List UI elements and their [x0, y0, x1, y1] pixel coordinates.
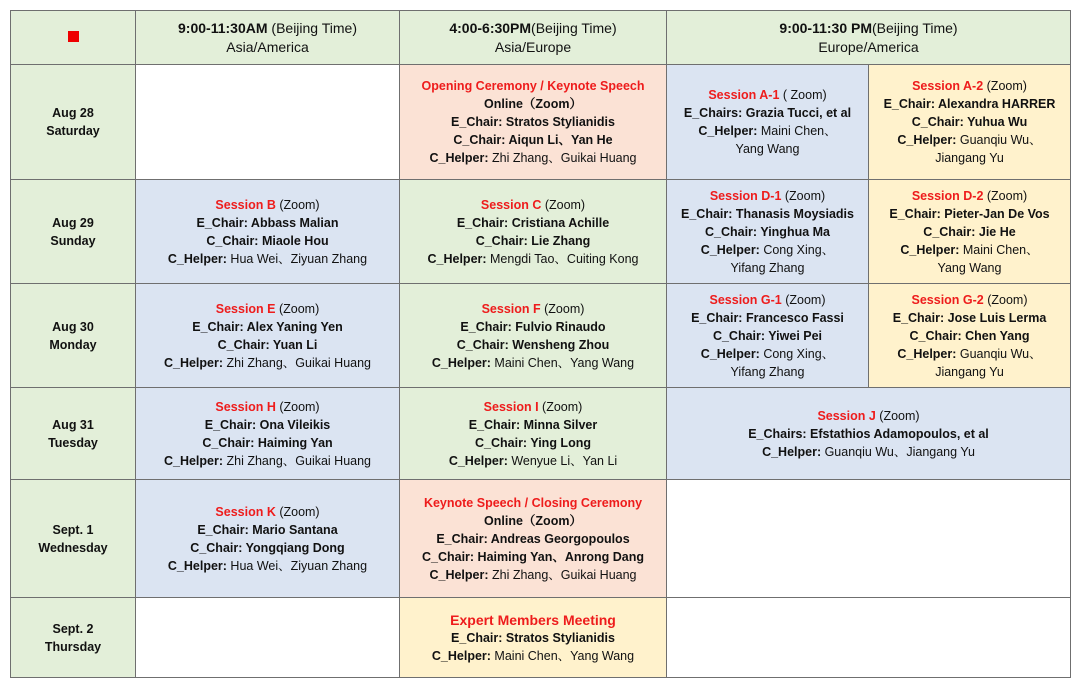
cell-text: C_Helper: [429, 567, 489, 582]
text-line [402, 250, 664, 268]
cell-text: Alexandra HARRER [935, 97, 1056, 111]
cell-text: Wensheng Zhou [508, 337, 610, 352]
cell-text: Aug 29 [52, 215, 94, 230]
header-time: 9:00-11:30 PM [779, 19, 873, 36]
text-line [871, 223, 1068, 241]
cell-text: Yifang Zhang [730, 260, 805, 275]
cell-text: C_Helper: [427, 251, 487, 266]
cell-text: C_Chair: [712, 328, 766, 343]
text-line [138, 19, 397, 38]
cell-text: Cong Xing、 [759, 346, 835, 361]
text-line [138, 503, 397, 521]
day-row-sept2 [11, 598, 1071, 678]
session-f [400, 284, 667, 388]
session-title: Session B [215, 197, 276, 212]
text-line [669, 309, 866, 327]
cell-text: Aug 28 [52, 106, 94, 120]
text-line [402, 548, 664, 566]
text-line [402, 530, 664, 548]
cell-text: Maini Chen、 [959, 242, 1039, 257]
text-line [669, 104, 866, 122]
text-line [138, 196, 397, 214]
day-row-sept1 [11, 480, 1071, 598]
cell-text: Guanqiu Wu、Jiangang Yu [821, 444, 975, 459]
session-b [136, 180, 400, 284]
header-tz: (Beijing Time) [531, 19, 617, 36]
text-line [669, 407, 1068, 425]
cell-text: (Zoom) [781, 292, 826, 307]
online-label: Online（Zoom） [484, 97, 582, 111]
session-c [400, 180, 667, 284]
schedule-table [10, 10, 1071, 678]
cell-text: E_Chair: [681, 206, 733, 221]
header-region: Asia/Europe [494, 38, 572, 55]
cell-text: C_Helper: [897, 133, 957, 147]
session-title: Session I [483, 399, 539, 414]
text-line [138, 398, 397, 416]
cell-text: E_Chair: [197, 522, 249, 537]
cell-text: C_Helper: [897, 346, 957, 361]
cell-text: C_Helper: [762, 444, 822, 459]
text-line [669, 187, 866, 205]
text-line [138, 557, 397, 575]
text-line [402, 398, 664, 416]
text-line [402, 131, 664, 149]
text-line [402, 452, 664, 470]
header-tz: (Beijing Time) [872, 19, 958, 36]
day-row-aug28 [11, 65, 1071, 180]
text-line [402, 647, 664, 665]
cell-text: C_Chair: [475, 435, 528, 450]
session-k [136, 480, 400, 598]
text-line [138, 250, 397, 268]
cell-text: Thursday [44, 639, 102, 654]
text-line [402, 300, 664, 318]
text-line [402, 318, 664, 336]
cell-text: C_Chair: [909, 328, 962, 343]
cell-text: E_Chair: [892, 310, 945, 325]
empty-cell [667, 480, 1071, 598]
cell-text: C_Helper: [431, 648, 491, 663]
cell-text: Haiming Yan、Anrong Dang [474, 549, 645, 564]
text-line [871, 113, 1068, 131]
text-line [138, 521, 397, 539]
cell-text: E_Chair: [468, 417, 521, 432]
day-row-aug31 [11, 388, 1071, 480]
cell-text: Miaole Hou [258, 233, 329, 248]
empty-cell [136, 65, 400, 180]
cell-text: (Zoom) [875, 408, 920, 423]
text-line [669, 223, 866, 241]
cell-text: Wenyue Li、Yan Li [507, 453, 618, 468]
cell-text: C_Helper: [163, 355, 224, 370]
text-line [402, 149, 664, 167]
cell-text: Zhi Zhang、Guikai Huang [223, 453, 372, 468]
text-line [669, 327, 866, 345]
header-time: 9:00-11:30AM [178, 19, 268, 36]
day-cell [11, 65, 136, 180]
cell-text: Yang Wang [735, 142, 800, 156]
session-opening [400, 65, 667, 180]
text-line [669, 19, 1068, 38]
text-line [871, 77, 1068, 95]
cell-text: Cristiana Achille [508, 215, 610, 230]
cell-text: Yuhua Wu [963, 115, 1028, 129]
header-tz: (Beijing Time) [267, 19, 357, 36]
session-g1 [667, 284, 869, 388]
red-square-icon [68, 31, 79, 42]
cell-text: Chen Yang [961, 328, 1030, 343]
session-title: Opening Ceremony / Keynote Speech [421, 79, 645, 93]
cell-text: Sunday [50, 233, 96, 248]
cell-text: E_Chair: [889, 206, 941, 221]
cell-text: Mario Santana [248, 522, 338, 537]
text-line [138, 452, 397, 470]
cell-text: ( Zoom) [779, 88, 827, 102]
cell-text: Guanqiu Wu、 [956, 346, 1042, 361]
empty-cell [667, 598, 1071, 678]
cell-text: Thanasis Moysiadis [732, 206, 854, 221]
cell-text: Jose Luis Lerma [944, 310, 1047, 325]
cell-text: Hua Wei、Ziyuan Zhang [226, 251, 368, 266]
session-j [667, 388, 1071, 480]
text-line [402, 19, 664, 38]
text-line [138, 300, 397, 318]
text-line [871, 291, 1068, 309]
cell-text: Guanqiu Wu、 [956, 133, 1042, 147]
cell-text: E_Chair: [192, 319, 244, 334]
session-e [136, 284, 400, 388]
text-line [138, 416, 397, 434]
cell-text: Yiwei Pei [765, 328, 823, 343]
text-line [138, 434, 397, 452]
session-title: Keynote Speech / Closing Ceremony [423, 495, 643, 510]
session-title: Session D-1 [709, 188, 782, 203]
session-title: Session G-2 [911, 292, 984, 307]
cell-text: C_Chair: [911, 115, 964, 129]
header-row [11, 11, 1071, 65]
corner-cell [11, 11, 136, 65]
cell-text: Yuan Li [269, 337, 318, 352]
text-line [402, 629, 664, 647]
session-a1 [667, 65, 869, 180]
cell-text: Mengdi Tao、Cuiting Kong [486, 251, 639, 266]
cell-text: Zhi Zhang、Guikai Huang [488, 151, 637, 165]
cell-text: (Zoom) [275, 197, 320, 212]
text-line [402, 434, 664, 452]
cell-text: Saturday [46, 124, 100, 138]
cell-text: E_Chair: [436, 531, 488, 546]
text-line [402, 113, 664, 131]
text-line [138, 336, 397, 354]
cell-text: Grazia Tucci, et al [742, 106, 852, 120]
text-line [871, 327, 1068, 345]
cell-text: C_Helper: [700, 242, 760, 257]
cell-text: Sept. 1 [52, 522, 94, 537]
session-title: Session F [481, 301, 541, 316]
session-title: Session H [215, 399, 276, 414]
text-line [402, 354, 664, 372]
cell-text: Andreas Georgopoulos [487, 531, 630, 546]
cell-text: Jiangang Yu [935, 151, 1004, 165]
cell-text: E_Chair: [451, 630, 503, 645]
cell-text: C_Helper: [900, 242, 960, 257]
cell-text: Aug 30 [52, 319, 94, 334]
cell-text: Aiqun Li、Yan He [505, 133, 613, 147]
cell-text: Wednesday [38, 540, 108, 555]
cell-text: (Zoom) [275, 399, 320, 414]
session-a2 [869, 65, 1071, 180]
header-region: Asia/America [226, 38, 309, 55]
text-line [402, 566, 664, 584]
text-line [871, 205, 1068, 223]
cell-text: E_Chair: [451, 115, 503, 129]
cell-text: Hua Wei、Ziyuan Zhang [226, 558, 368, 573]
cell-text: Abbass Malian [247, 215, 339, 230]
cell-text: Jie He [975, 224, 1016, 239]
session-title: Session C [480, 197, 542, 212]
text-line [138, 354, 397, 372]
cell-text: E_Chair: [691, 310, 743, 325]
text-line [138, 232, 397, 250]
cell-text: E_Chair: [883, 97, 935, 111]
cell-text: (Zoom) [540, 301, 585, 316]
text-line [669, 241, 866, 259]
session-g2 [869, 284, 1071, 388]
cell-text: C_Chair: [704, 224, 758, 239]
cell-text: E_Chairs: [748, 426, 807, 441]
cell-text: (Zoom) [983, 292, 1028, 307]
text-line [669, 122, 866, 140]
cell-text: Efstathios Adamopoulos, et al [806, 426, 989, 441]
header-asia-america [136, 11, 400, 65]
cell-text: E_Chairs: [683, 106, 743, 120]
cell-text: C_Chair: [923, 224, 976, 239]
text-line [402, 232, 664, 250]
cell-text: Yang Wang [937, 260, 1002, 275]
session-title: Session A-1 [708, 88, 780, 102]
header-region: Europe/America [818, 38, 919, 55]
session-title: Session D-2 [911, 188, 984, 203]
text-line [871, 241, 1068, 259]
text-line [402, 214, 664, 232]
session-title: Session J [817, 408, 876, 423]
text-line [669, 205, 866, 223]
online-label: Online（Zoom） [484, 513, 582, 528]
day-cell [11, 598, 136, 678]
cell-text: Monday [49, 337, 97, 352]
cell-text: C_Chair: [453, 133, 506, 147]
session-closing [400, 480, 667, 598]
cell-text: C_Helper: [431, 355, 491, 370]
cell-text: Yongqiang Dong [242, 540, 345, 555]
cell-text: Aug 31 [52, 417, 94, 432]
empty-cell [136, 598, 400, 678]
header-europe-america [667, 11, 1071, 65]
text-line [669, 86, 866, 104]
cell-text: C_Helper: [700, 346, 760, 361]
cell-text: Cong Xing、 [759, 242, 835, 257]
session-d2 [869, 180, 1071, 284]
session-h [136, 388, 400, 480]
cell-text: Haiming Yan [254, 435, 333, 450]
day-row-aug30 [11, 284, 1071, 388]
text-line [402, 336, 664, 354]
cell-text: (Zoom) [781, 188, 826, 203]
header-asia-europe [400, 11, 667, 65]
text-line [402, 196, 664, 214]
cell-text: Yifang Zhang [730, 364, 805, 379]
cell-text: Jiangang Yu [935, 364, 1004, 379]
text-line [871, 131, 1068, 149]
cell-text: Ying Long [527, 435, 591, 450]
text-line [669, 443, 1068, 461]
cell-text: (Zoom) [275, 504, 320, 519]
text-line [871, 309, 1068, 327]
cell-text: C_Chair: [217, 337, 270, 352]
cell-text: E_Chair: [196, 215, 248, 230]
session-d1 [667, 180, 869, 284]
day-cell [11, 480, 136, 598]
cell-text: C_Helper: [448, 453, 508, 468]
cell-text: Lie Zhang [527, 233, 591, 248]
cell-text: E_Chair: [460, 319, 512, 334]
cell-text: C_Chair: [456, 337, 509, 352]
cell-text: (Zoom) [983, 79, 1027, 93]
cell-text: Maini Chen、Yang Wang [490, 648, 635, 663]
cell-text: Sept. 2 [52, 621, 94, 636]
cell-text: Yinghua Ma [757, 224, 831, 239]
text-line [669, 291, 866, 309]
cell-text: Stratos Stylianidis [502, 630, 615, 645]
cell-text: Fulvio Rinaudo [511, 319, 606, 334]
text-line [871, 187, 1068, 205]
cell-text: (Zoom) [541, 197, 586, 212]
text-line [871, 345, 1068, 363]
cell-text: C_Helper: [163, 453, 224, 468]
cell-text: Ona Vileikis [256, 417, 331, 432]
cell-text: Stratos Stylianidis [502, 115, 615, 129]
cell-text: (Zoom) [538, 399, 583, 414]
session-expert [400, 598, 667, 678]
cell-text: C_Helper: [429, 151, 489, 165]
day-row-aug29 [11, 180, 1071, 284]
session-title: Session E [215, 301, 276, 316]
cell-text: C_Chair: [475, 233, 528, 248]
cell-text: Maini Chen、 [757, 124, 837, 138]
text-line [402, 416, 664, 434]
text-line [138, 318, 397, 336]
header-time: 4:00-6:30PM [449, 19, 532, 36]
cell-text: Zhi Zhang、Guikai Huang [488, 567, 637, 582]
cell-text: C_Helper: [698, 124, 758, 138]
day-cell [11, 284, 136, 388]
cell-text: E_Chair: [204, 417, 257, 432]
cell-text: C_Chair: [190, 540, 243, 555]
text-line [138, 539, 397, 557]
text-line [669, 345, 866, 363]
session-title: Session K [215, 504, 276, 519]
cell-text: (Zoom) [983, 188, 1028, 203]
text-line [138, 214, 397, 232]
cell-text: Zhi Zhang、Guikai Huang [223, 355, 372, 370]
cell-text: E_Chair: [456, 215, 509, 230]
session-title: Expert Members Meeting [450, 611, 616, 628]
cell-text: Minna Silver [520, 417, 598, 432]
day-cell [11, 388, 136, 480]
cell-text: C_Chair: [206, 233, 259, 248]
cell-text: Francesco Fassi [742, 310, 844, 325]
text-line [669, 425, 1068, 443]
cell-text: Alex Yaning Yen [243, 319, 343, 334]
cell-text: C_Chair: [202, 435, 255, 450]
day-cell [11, 180, 136, 284]
cell-text: C_Helper: [167, 558, 227, 573]
cell-text: C_Chair: [421, 549, 475, 564]
cell-text: C_Helper: [167, 251, 227, 266]
cell-text: Tuesday [48, 435, 98, 450]
cell-text: Pieter-Jan De Vos [940, 206, 1050, 221]
text-line [871, 95, 1068, 113]
cell-text: Maini Chen、Yang Wang [490, 355, 635, 370]
session-title: Session A-2 [912, 79, 984, 93]
cell-text: (Zoom) [275, 301, 320, 316]
session-title: Session G-1 [709, 292, 782, 307]
session-i [400, 388, 667, 480]
